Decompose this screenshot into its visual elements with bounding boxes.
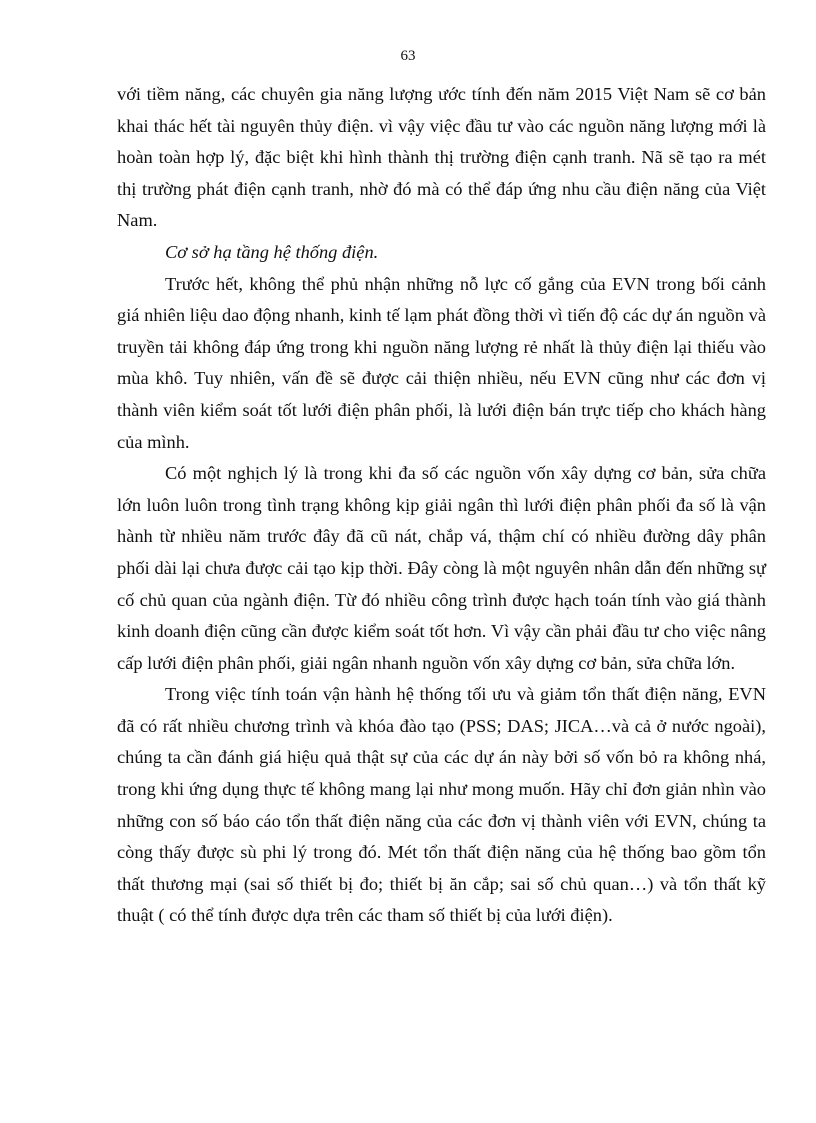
paragraph-1: với tiềm năng, các chuyên gia năng lượng ước tính đến năm 2015 Việt Nam sẽ cơ bản khai thác hết tài nguyên thủy điện. vì vậy việc đầu tư vào các nguồn năng lượng mới là hoàn toàn hợp lý, đặc biệt khi hình thành thị trường điện cạnh tranh. Nã sẽ tạo ra mét thị trường phát điện cạnh tranh, nhờ đó mà có thể đáp ứng nhu cầu điện năng của Việt Nam. [117, 84, 766, 231]
paragraph-2: Trước hết, không thể phủ nhận những nỗ lực cố gắng của EVN trong bối cảnh giá nhiên liệu dao động nhanh, kinh tế lạm phát đồng thời vì tiến độ các dự án nguồn và truyền tải không đáp ứng trong khi nguồn năng lượng rẻ nhất là thủy điện lại thiếu vào mùa khô. Tuy nhiên, vấn đề sẽ được cải thiện nhiều, nếu EVN cũng như các đơn vị thành viên kiểm soát tốt lưới điện phân phối, là lưới điện bán trực tiếp cho khách hàng của mình. [117, 273, 766, 452]
body-text [117, 79, 766, 932]
page-number: 63 [400, 48, 416, 64]
section-heading: Cơ sở hạ tầng hệ thống điện. [165, 241, 379, 262]
paragraph-4: Trong việc tính toán vận hành hệ thống tối ưu và giảm tổn thất điện năng, EVN đã có rất nhiều chương trình và khóa đào tạo (PSS; DAS; JICA…và cả ở nước ngoài), chúng ta cần đánh giá hiệu quả thật sự của các dự án này bởi số vốn bỏ ra không nhá, trong khi ứng dụng thực tế không mang lại như mong muốn. Hãy chỉ đơn giản nhìn vào những con số báo cáo tổn thất điện năng của các đơn vị thành viên với EVN, chúng ta còng thấy được sù phi lý trong đó. Mét tổn thất điện năng của hệ thống bao gồm tổn thất thương mại (sai số thiết bị đo; thiết bị ăn cắp; sai số chủ quan…) và tổn thất kỹ thuật ( có thể tính được dựa trên các tham số thiết bị của lưới điện). [117, 684, 766, 926]
paragraph-3: Có một nghịch lý là trong khi đa số các nguồn vốn xây dựng cơ bản, sửa chữa lớn luôn luôn trong tình trạng không kịp giải ngân thì lưới điện phân phối đa số là vận hành từ nhiều năm trước đây đã cũ nát, chắp vá, thậm chí có nhiều đường dây phân phối dài lại chưa được cải tạo kịp thời. Đây còng là một nguyên nhân dẫn đến những sự cố chủ quan của ngành điện. Từ đó nhiều công trình được hạch toán tính vào giá thành kinh doanh điện cũng cần được kiểm soát tốt hơn. Vì vậy cần phải đầu tư cho việc nâng cấp lưới điện phân phối, giải ngân nhanh nguồn vốn xây dựng cơ bản, sửa chữa lớn. [117, 463, 766, 673]
